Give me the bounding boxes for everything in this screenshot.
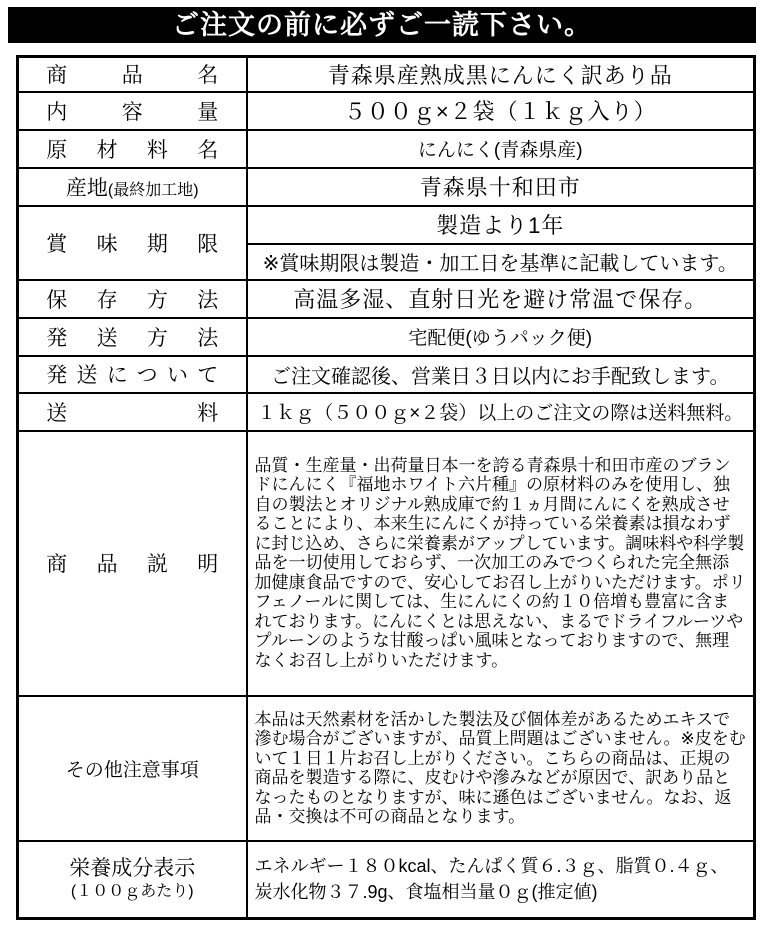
- shipping-method-label-cell: [18, 318, 247, 356]
- table-row-description: [18, 431, 755, 696]
- shipping-method-value: 宅配便(ゆうパック便): [247, 318, 755, 356]
- best-before-value: 製造より1年: [247, 206, 755, 244]
- description-value: 品質・生産量・出荷量日本一を誇る青森県十和田市産のブランドにんにく『福地ホワイト六片種』の原材料のみを使用し、独自の製法とオリジナル熟成庫で約１ヵ月間にんにくを熟成させることにより、本来生にんにくが持っている栄養素は損なわずに封じ込め、さらに栄養素がアップしています。調味料や科学製品を一切使用しておらず、一次加工のみでつくられた完全無添加健康食品ですので、安心してお召し上がりいただけます。ポリフェノールに関しては、生にんにくの約１０倍増も豊富に含まれております。にんにくとは思えない、まるでドライフルーツやプルーンのような甘酸っぱい風味となっておりますので、無理なくお召し上がりいただけます。: [247, 431, 755, 696]
- table-row-shipping-fee: [18, 393, 755, 431]
- contents-label: 内容量: [46, 100, 219, 124]
- notes-label-cell: [18, 696, 247, 841]
- notice-banner-text: ご注文の前に必ずご一読下さい。: [172, 10, 592, 40]
- ingredients-value: にんにく(青森県産): [247, 130, 755, 168]
- storage-label: 保存方法: [46, 288, 219, 312]
- shipping-about-label-cell: [18, 356, 247, 393]
- table-row-contents: [18, 92, 755, 130]
- origin-value: 青森県十和田市: [247, 168, 755, 206]
- shipping-about-value: ご注文確認後、営業日３日以内にお手配致します。: [247, 356, 755, 393]
- storage-label-cell: [18, 280, 247, 318]
- table-row-nutrition: [18, 841, 755, 919]
- shipping-fee-label: 送料: [46, 401, 219, 425]
- shipping-about-label: 発送について: [46, 364, 219, 387]
- ingredients-label: 原材料名: [46, 138, 219, 162]
- description-label: 商品説明: [46, 553, 219, 576]
- origin-label-cell: [18, 168, 247, 206]
- notes-label: その他注意事項: [65, 759, 199, 781]
- storage-value: 高温多湿、直射日光を避け常温で保存。: [247, 280, 755, 318]
- origin-label: 産地: [65, 176, 108, 200]
- table-row-notes: [18, 696, 755, 841]
- nutrition-value: エネルギー１８０kcal、たんぱく質６.３ｇ、脂質０.４ｇ、炭水化物３７.9g、食塩相当量０ｇ(推定値): [247, 841, 755, 919]
- table-row-storage: [18, 280, 755, 318]
- table-row-product-name: [18, 57, 755, 92]
- ingredients-label-cell: [18, 130, 247, 168]
- table-row-origin: [18, 168, 755, 206]
- table-row-best-before: [18, 206, 755, 244]
- product-name-label: 商品名: [46, 64, 219, 88]
- best-before-label-cell: [18, 206, 247, 280]
- table-row-ingredients: [18, 130, 755, 168]
- contents-value: ５００ｇ×２袋（１ｋｇ入り）: [247, 92, 755, 130]
- best-before-label: 賞味期限: [46, 232, 219, 256]
- nutrition-label-sub: (１００ｇあたり): [70, 883, 194, 901]
- notice-banner: [8, 7, 756, 43]
- shipping-fee-value: １ｋｇ（５００ｇ×２袋）以上のご注文の際は送料無料。: [247, 393, 755, 431]
- contents-label-cell: [18, 92, 247, 130]
- shipping-method-label: 発送方法: [46, 326, 219, 350]
- origin-label-sub: (最終加工地): [107, 181, 199, 199]
- table-row-shipping-about: [18, 356, 755, 393]
- notes-value: 本品は天然素材を活かした製法及び個体差があるためエキスで滲む場合がございますが、品質上問題はございません。※皮をむいて１日１片お召し上がりください。こちらの商品は、正規の商品を製造する際に、皮むけや滲みなどが原因で、訳あり品となったものとなりますが、味に遜色はございません。なお、返品・交換は不可の商品となります。: [247, 696, 755, 841]
- product-name-label-cell: [18, 57, 247, 92]
- description-label-cell: [18, 431, 247, 696]
- product-name-value: 青森県産熟成黒にんにく訳あり品: [247, 57, 755, 92]
- nutrition-label-cell: [18, 841, 247, 919]
- table-row-shipping-method: [18, 318, 755, 356]
- product-spec-table: [16, 55, 756, 920]
- best-before-note: ※賞味期限は製造・加工日を基準に記載しています。: [247, 244, 755, 280]
- nutrition-label: 栄養成分表示: [69, 857, 196, 881]
- shipping-fee-label-cell: [18, 393, 247, 431]
